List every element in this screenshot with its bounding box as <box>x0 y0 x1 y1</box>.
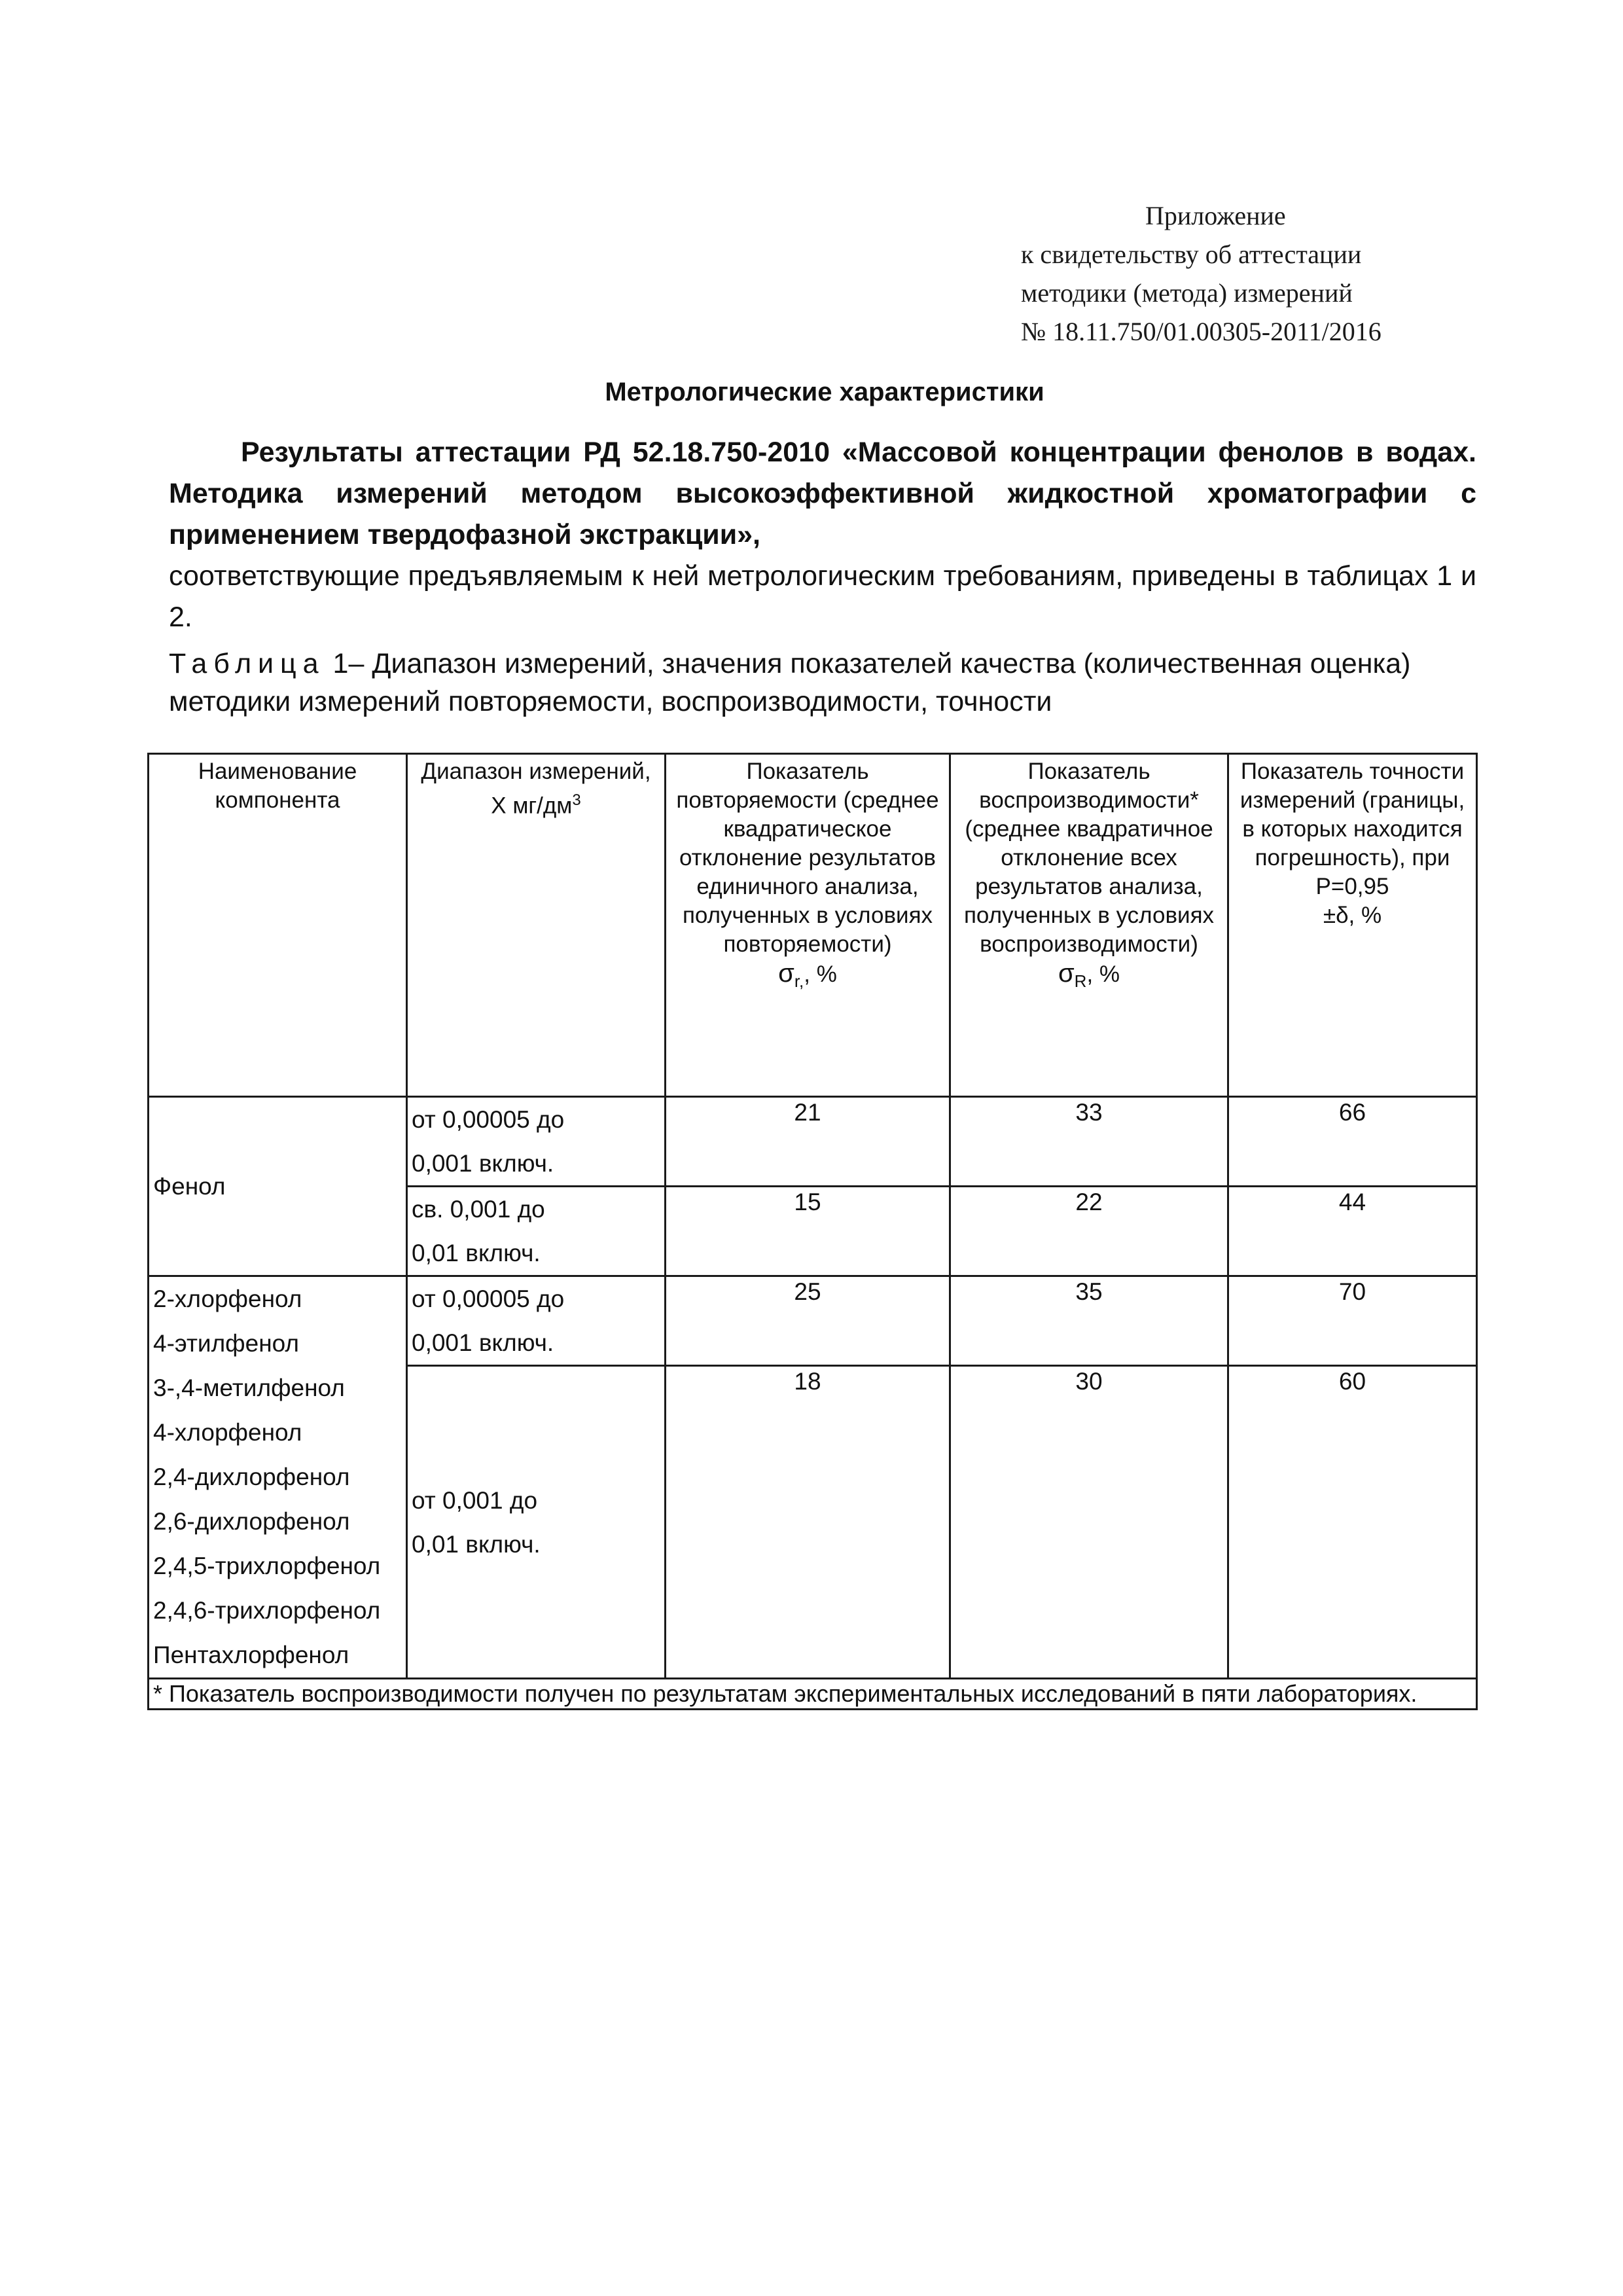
intro-plain-text: соответствующие предъявляемым к ней метрологическим требованиям, приведены в таблицах 1 и 2. <box>169 560 1476 633</box>
range-cell: св. 0,001 до 0,01 включ. <box>407 1187 666 1276</box>
table-caption-label: Таблица <box>169 648 325 679</box>
reproducibility-value: 35 <box>950 1276 1228 1366</box>
reproducibility-value: 22 <box>950 1187 1228 1276</box>
repeatability-value: 25 <box>666 1276 950 1366</box>
accuracy-value: 66 <box>1228 1097 1477 1187</box>
header-accuracy: Показатель точности измерений (границы, в которых находится погрешность), при P=0,95 ±δ, % <box>1228 754 1477 1097</box>
header-component: Наименование компонента <box>149 754 407 1097</box>
table-row <box>149 1276 1477 1366</box>
repeatability-value: 18 <box>666 1366 950 1679</box>
component-name: 2,6-дихлорфенол <box>153 1508 350 1535</box>
appendix-line-2: к свидетельству об аттестации <box>1021 240 1362 269</box>
table-footnote-row <box>149 1679 1477 1710</box>
header-range: Диапазон измерений, X $мг/дм^3$ <box>407 754 666 1097</box>
accuracy-value: 44 <box>1228 1187 1477 1276</box>
component-name: 2-хлорфенол <box>153 1285 302 1312</box>
table-caption <box>169 645 1471 721</box>
header-reproducibility: Показатель воспроизводимости* (среднее квадратичное отклонение всех результатов анализа, полученных в условиях воспроизводимости) $\sigma_R$, % <box>950 754 1228 1097</box>
component-name: 2,4-дихлорфенол <box>153 1463 350 1490</box>
header-repeatability: Показатель повторяемости (среднее квадратическое отклонение результатов единичного анализа, полученных в условиях повторяемости) $\sigma_{r,}$, % <box>666 754 950 1097</box>
table-header-row <box>149 754 1477 1097</box>
range-cell: от 0,00005 до 0,001 включ. <box>407 1097 666 1187</box>
intro-paragraph <box>169 432 1476 638</box>
range-cell: от 0,00005 до 0,001 включ. <box>407 1276 666 1366</box>
component-name: 3-,4-метилфенол <box>153 1374 345 1401</box>
component-name: 2,4,6-трихлорфенол <box>153 1597 381 1624</box>
component-name: 2,4,5-трихлорфенол <box>153 1552 381 1579</box>
appendix-line-3: методики (метода) измерений <box>1021 278 1353 308</box>
metrology-table <box>147 753 1478 1710</box>
table-caption-text: 1– Диапазон измерений, значения показателей качества (количественная оценка) методики измерений повторяемости, воспроизводимости, точности <box>169 648 1411 717</box>
accuracy-value: 60 <box>1228 1366 1477 1679</box>
intro-bold-text: Результаты аттестации РД 52.18.750-2010 «Массовой концентрации фенолов в водах. Методика измерений методом высокоэффективной жидкостной хроматографии с применением твердофазной экстракции», <box>169 437 1476 550</box>
component-name: 4-хлорфенол <box>153 1419 302 1446</box>
component-group-list <box>149 1276 407 1679</box>
appendix-certificate-number: № 18.11.750/01.00305-2011/2016 <box>1021 317 1382 346</box>
component-phenol: Фенол <box>149 1097 407 1276</box>
component-name: Пентахлорфенол <box>153 1641 349 1668</box>
accuracy-value: 70 <box>1228 1276 1477 1366</box>
appendix-title: Приложение <box>1145 201 1286 230</box>
appendix-block <box>1021 196 1518 351</box>
page-title: Метрологические характеристики <box>605 378 1044 406</box>
reproducibility-value: 30 <box>950 1366 1228 1679</box>
table-row <box>149 1097 1477 1187</box>
repeatability-value: 15 <box>666 1187 950 1276</box>
range-cell: от 0,001 до 0,01 включ. <box>407 1366 666 1679</box>
reproducibility-value: 33 <box>950 1097 1228 1187</box>
component-name: 4-этилфенол <box>153 1330 299 1357</box>
repeatability-value: 21 <box>666 1097 950 1187</box>
table-footnote: * Показатель воспроизводимости получен по результатам экспериментальных исследований в пяти лабораториях. <box>149 1679 1477 1710</box>
